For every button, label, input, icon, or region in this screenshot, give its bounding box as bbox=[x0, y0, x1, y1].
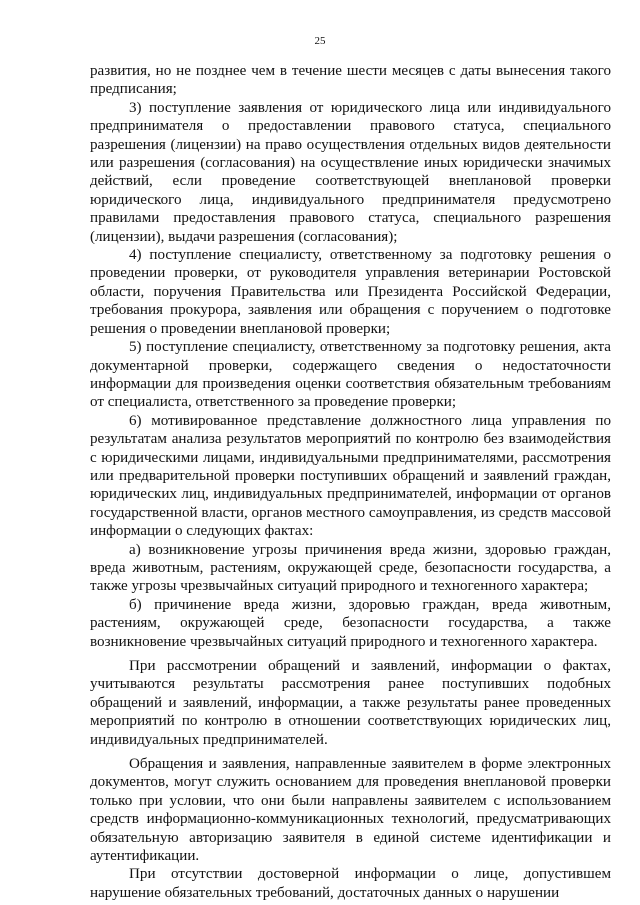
paragraph-subitem-b: б) причинение вреда жизни, здоровью граждан, вреда животным, растениям, окружающей среде, безопасности государства, а также возникновение чрезвычайных ситуаций природного и техногенного характера. bbox=[90, 596, 611, 650]
paragraph-consideration: При рассмотрении обращений и заявлений, информации о фактах, учитываются результаты рассмотрения ранее поступивших подобных обращений и заявлений, информации, а также результаты ранее проведенных мероприятий по контролю в отношении соответствующих юридических лиц, индивидуальных предпринимателей. bbox=[90, 658, 611, 748]
paragraph-item-4: 4) поступление специалисту, ответственному за подготовку решения о проведении проверки, от руководителя управления ветеринарии Ростовской области, поручения Правительства или Президента Российской Федерации, требования прокурора, заявления или обращения с поручением о подготовке решения о проведении внеплановой проверки; bbox=[90, 247, 611, 337]
document-body bbox=[90, 62, 611, 902]
paragraph-continuation: развития, но не позднее чем в течение шести месяцев с даты вынесения такого предписания; bbox=[90, 63, 611, 98]
paragraph-item-6: 6) мотивированное представление должностного лица управления по результатам анализа результатов мероприятий по контролю без взаимодействия с юридическими лицами, индивидуальными предпринимателями, рассмотрения или предварительной проверки поступивших обращений и заявлений граждан, юридических лиц, индивидуальных предпринимателей, информации от органов государственной власти, органов местного самоуправления, из средств массовой информации о следующих фактах: bbox=[90, 412, 611, 540]
paragraph-item-3: 3) поступление заявления от юридического лица или индивидуального предпринимателя о предоставлении правового статуса, специального разрешения (лицензии) на право осуществления отдельных видов деятельности или разрешения (согласования) на осуществление иных юридически значимых действий, если проведение соответствующей внеплановой проверки юридического лица, индивидуального предпринимателя предусмотрено правилами предоставления правового статуса, специального разрешения (лицензии), выдачи разрешения (согласования); bbox=[90, 99, 611, 245]
paragraph-subitem-a: а) возникновение угрозы причинения вреда жизни, здоровью граждан, вреда животным, растениям, окружающей среде, безопасности государства, а также угрозы чрезвычайных ситуаций природного и техногенного характера; bbox=[90, 541, 611, 595]
page-number: 25 bbox=[314, 35, 326, 47]
paragraph-missing-information: При отсутствии достоверной информации о лице, допустившем нарушение обязательных требований, достаточных данных о нарушении bbox=[90, 866, 611, 901]
paragraph-item-5: 5) поступление специалисту, ответственному за подготовку решения, акта документарной проверки, содержащего сведения о недостаточности информации для произведения оценки соответствия обязательным требованиям от специалиста, ответственного за проведение проверки; bbox=[90, 339, 611, 411]
paragraph-electronic-appeals: Обращения и заявления, направленные заявителем в форме электронных документов, могут служить основанием для проведения внеплановой проверки только при условии, что они были направлены заявителем с использованием средств информационно-коммуникационных технологий, предусматривающих обязательную авторизацию заявителя в единой системе идентификации и аутентификации. bbox=[90, 756, 611, 865]
